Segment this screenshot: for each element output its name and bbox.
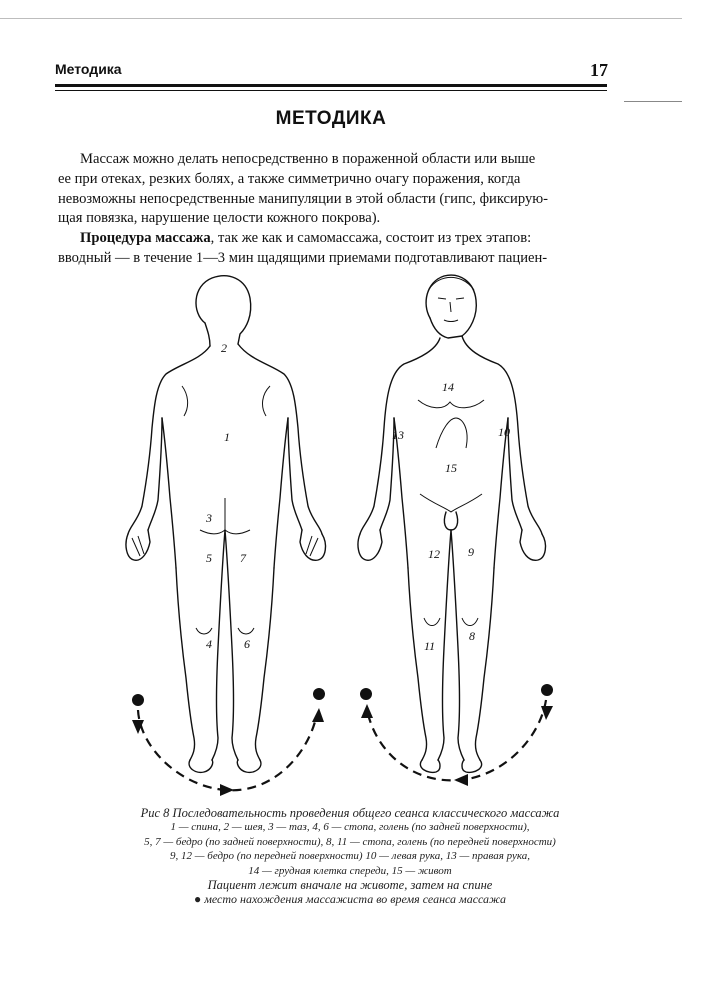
caption-note xyxy=(60,892,640,906)
masseur-position-dot xyxy=(132,694,144,706)
caption-line-3: 9, 12 — бедро (по передней поверхности) 10 — левая рука, 13 — правая рука, xyxy=(170,850,530,863)
masseur-position-dot xyxy=(313,688,325,700)
caption-line-4: 14 — грудная клетка спереди, 15 — живот xyxy=(248,864,452,877)
caption-note-text: место нахождения массажиста во время сеанса массажа xyxy=(204,892,507,907)
label-10: 10 xyxy=(498,425,510,439)
caption-title: Рис 8 Последовательность проведения общего сеанса классического массажа xyxy=(140,806,560,820)
running-header: Методика xyxy=(55,61,122,77)
figure-caption xyxy=(60,806,640,907)
paragraph-1-line-1: Массаж можно делать непосредственно в пораженной области или выше xyxy=(80,151,536,167)
paragraph-2-line-2: вводный — в течение 1—3 мин щадящими приемами подготавливают пациен- xyxy=(58,249,548,266)
back-path-arrow xyxy=(138,710,316,790)
scan-edge-line xyxy=(0,18,682,19)
label-1: 1 xyxy=(224,430,230,444)
label-15: 15 xyxy=(445,461,457,475)
arrowhead-up-icon xyxy=(361,704,373,718)
body-front-view xyxy=(358,275,545,772)
label-13: 13 xyxy=(392,428,404,442)
paragraph-1-line-2: ее при отеках, резких болях, а также симметрично очагу поражения, когда xyxy=(58,170,521,187)
front-path-arrow xyxy=(368,700,546,780)
masseur-position-dot xyxy=(541,684,553,696)
arrowhead-up-icon xyxy=(312,708,324,722)
massage-sequence-figure xyxy=(100,268,620,808)
header-rule-thin xyxy=(55,90,607,91)
label-14: 14 xyxy=(442,380,454,394)
label-5: 5 xyxy=(206,551,212,565)
header-rule-thick xyxy=(55,84,607,87)
paragraph-2-line-1-rest: , так же как и самомассажа, состоит из трех этапов: xyxy=(210,230,532,247)
caption-line-1: 1 — спина, 2 — шея, 3 — таз, 4, 6 — стопа, голень (по задней поверхности), xyxy=(170,821,530,834)
masseur-position-dot xyxy=(360,688,372,700)
paragraph-2-line-1 xyxy=(80,229,616,249)
body-back-view xyxy=(126,276,325,773)
bullet-icon: ● xyxy=(193,892,202,907)
paragraph-1-line-4: щая повязка, нарушение целости кожного покрова). xyxy=(58,210,381,227)
label-12: 12 xyxy=(428,547,440,561)
page-number: 17 xyxy=(590,60,608,80)
scan-margin-line xyxy=(624,101,682,102)
label-2: 2 xyxy=(221,341,227,355)
label-4: 4 xyxy=(206,637,212,651)
caption-emphasis: Пациент лежит вначале на животе, затем на спине xyxy=(207,878,493,893)
paragraph-1-line-3: невозможны непосредственные манипуляции в этой области (гипс, фиксирую- xyxy=(58,190,549,207)
paragraph-2-bold-term: Процедура массажа xyxy=(80,230,211,247)
arrowhead-down-icon xyxy=(541,706,553,720)
label-3: 3 xyxy=(206,511,212,525)
section-title: МЕТОДИКА xyxy=(275,108,387,129)
label-6: 6 xyxy=(244,637,250,651)
label-11: 11 xyxy=(424,639,436,653)
arrowhead-left-icon xyxy=(454,774,468,786)
caption-line-2: 5, 7 — бедро (по задней поверхности), 8, 11 — стопа, голень (по передней поверхности) xyxy=(144,835,556,848)
arrowhead-right-icon xyxy=(220,784,234,796)
label-7: 7 xyxy=(240,551,246,565)
label-8: 8 xyxy=(469,629,475,643)
body-text xyxy=(58,150,616,269)
label-9: 9 xyxy=(468,545,474,559)
